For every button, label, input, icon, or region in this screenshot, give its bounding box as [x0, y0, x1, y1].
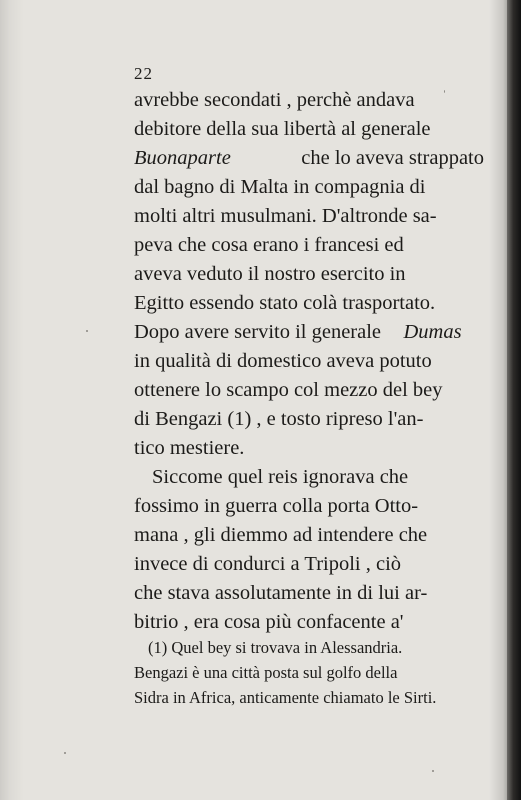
body-line: che stava assolutamente in di lui ar-: [134, 582, 428, 604]
paper-speck: [432, 770, 434, 772]
body-line: peva che cosa erano i francesi ed: [134, 234, 404, 256]
footnote-line: (1) Quel bey si trovava in Alessandria.: [148, 638, 403, 657]
page-number: 22: [134, 64, 153, 83]
body-line: Siccome quel reis ignorava che: [152, 466, 409, 488]
paper-speck: [86, 330, 88, 332]
body-line: avrebbe secondati , perchè andava: [134, 89, 415, 111]
body-line: [134, 144, 484, 173]
body-line: tico mestiere.: [134, 437, 245, 459]
body-line: ottenere lo scampo col mezzo del bey: [134, 379, 443, 401]
footnote-line: Bengazi è una città posta sul golfo della: [134, 663, 398, 682]
body-line-text: Buonaparte che lo aveva strappato: [134, 147, 484, 169]
body-line: [134, 318, 484, 347]
body-line: mana , gli diemmo ad intendere che: [134, 524, 428, 546]
body-line: invece di condurci a Tripoli , ciò: [134, 553, 402, 575]
body-line: fossimo in guerra colla porta Otto-: [134, 495, 419, 517]
body-line: di Bengazi (1) , e tosto ripreso l'an-: [134, 408, 424, 430]
body-line: debitore della sua libertà al generale: [134, 118, 431, 140]
footnote-line: Sidra in Africa, anticamente chiamato le Sirti.: [134, 688, 437, 707]
body-line: molti altri musulmani. D'altronde sa-: [134, 205, 437, 227]
book-binding-edge: [507, 0, 521, 800]
body-line: aveva veduto il nostro esercito in: [134, 263, 406, 285]
paper-speck: [64, 752, 66, 754]
body-line: dal bagno di Malta in compagnia di: [134, 176, 426, 198]
body-line-text: Dopo avere servito il generale Dumas: [134, 321, 462, 343]
footnotes: [134, 635, 484, 710]
body-line: Egitto essendo stato colà trasportato.: [134, 292, 436, 314]
body-line: bitrio , era cosa più confacente a': [134, 611, 404, 633]
body-line: in qualità di domestico aveva potuto: [134, 350, 432, 372]
body-text: [134, 86, 484, 637]
